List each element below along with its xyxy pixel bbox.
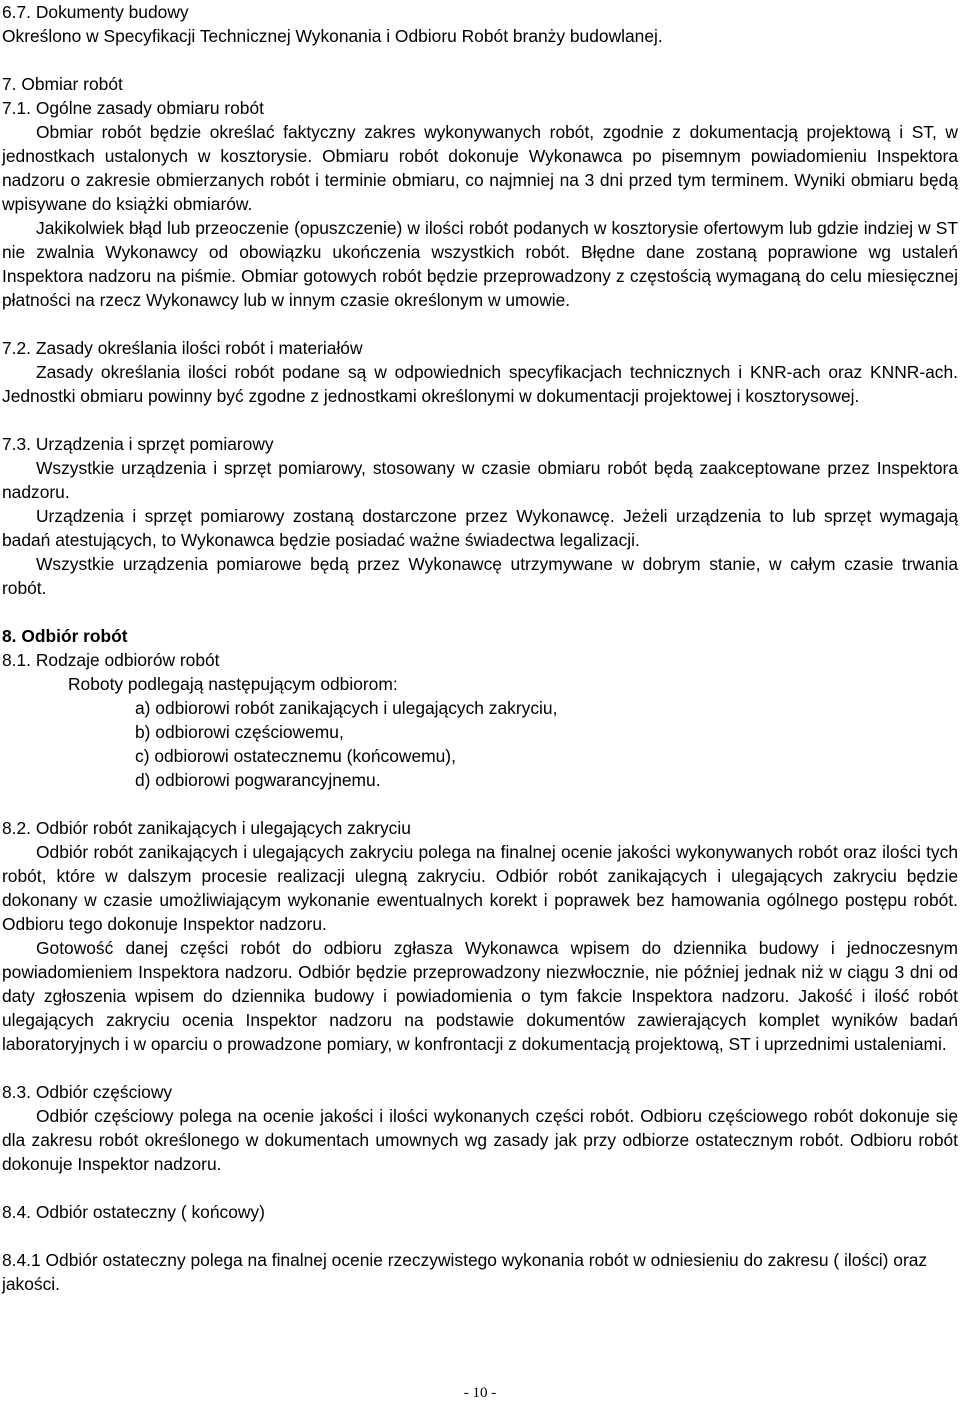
section-8-4-1-paragraph: 8.4.1 Odbiór ostateczny polega na finalnej ocenie rzeczywistego wykonania robót w odniesieniu do zakresu ( ilości) oraz jakości. (2, 1250, 928, 1294)
section-6-7-text: Określono w Specyfikacji Technicznej Wykonania i Odbioru Robót branży budowlanej. (2, 26, 663, 46)
acceptance-types-list (2, 696, 958, 792)
section-7-1-paragraph-2: Jakikolwiek błąd lub przeoczenie (opuszczenie) w ilości robót podanych w kosztorysie ofertowym lub gdzie indziej w ST nie zwalnia Wykonawcy od obowiązku ukończenia wszystkich robót. Błędne dane zostaną poprawione wg ustaleń Inspektora nadzoru na piśmie. Obmiar gotowych robót będzie przeprowadzony z częstością wymaganą do celu miesięcznej płatności na rzecz Wykonawcy lub w innym czasie określonym w umowie. (2, 218, 958, 310)
section-8-2-paragraph-2: Gotowość danej części robót do odbioru zgłasza Wykonawca wpisem do dziennika budowy i jednoczesnym powiadomieniem Inspektora nadzoru. Odbiór będzie przeprowadzony niezwłocznie, nie później jednak niż w ciągu 3 dni od daty zgłoszenia wpisem do dziennika budowy i powiadomienia o tym fakcie Inspektora nadzoru. Jakość i ilość robót ulegających zakryciu ocenia Inspektor nadzoru na podstawie dokumentów zawierających komplet wyników badań laboratoryjnych i w oparciu o prowadzone pomiary, w konfrontacji z dokumentacją projektową, ST i uprzednimi ustaleniami. (2, 938, 958, 1054)
section-7-3-paragraph-1: Wszystkie urządzenia i sprzęt pomiarowy, stosowany w czasie obmiaru robót będą zaakceptowane przez Inspektora nadzoru. (2, 458, 958, 502)
list-item: b) odbiorowi częściowemu, (135, 722, 344, 742)
section-7-3-heading: 7.3. Urządzenia i sprzęt pomiarowy (2, 434, 274, 454)
section-8-4-heading: 8.4. Odbiór ostateczny ( końcowy) (2, 1202, 265, 1222)
section-7-3-paragraph-3: Wszystkie urządzenia pomiarowe będą przez Wykonawcę utrzymywane w dobrym stanie, w całym czasie trwania robót. (2, 554, 958, 598)
list-item: d) odbiorowi pogwarancyjnemu. (135, 770, 381, 790)
section-8-3-paragraph-1: Odbiór częściowy polega na ocenie jakości i ilości wykonanych części robót. Odbioru częściowego robót dokonuje się dla zakresu robót określonego w dokumentach umownych wg zasady jak przy odbiorze ostatecznym robót. Odbioru robót dokonuje Inspektor nadzoru. (2, 1106, 958, 1174)
section-7-2-paragraph-1: Zasady określania ilości robót podane są w odpowiednich specyfikacjach technicznych i KNR-ach oraz KNNR-ach. Jednostki obmiaru powinny być zgodne z jednostkami określonymi w dokumentacji projektowej i kosztorysowej. (2, 362, 958, 406)
list-item: c) odbiorowi ostatecznemu (końcowemu), (135, 746, 456, 766)
section-8-2-paragraph-1: Odbiór robót zanikających i ulegających zakryciu polega na finalnej ocenie jakości wykonywanych robót oraz ilości tych robót, które w dalszym procesie realizacji ulegną zakryciu. Odbiór robót zanikających i ulegających zakryciu będzie dokonany w czasie umożliwiającym wykonanie ewentualnych korekt i poprawek bez hamowania ogólnego postępu robót. Odbioru tego dokonuje Inspektor nadzoru. (2, 842, 958, 934)
document-body (2, 0, 958, 1296)
section-6-7-heading: 6.7. Dokumenty budowy (2, 2, 189, 22)
section-8-1-intro: Roboty podlegają następującym odbiorom: (68, 674, 398, 694)
section-7-heading: 7. Obmiar robót (2, 74, 123, 94)
list-item: a) odbiorowi robót zanikających i ulegających zakryciu, (135, 698, 558, 718)
section-8-2-heading: 8.2. Odbiór robót zanikających i ulegających zakryciu (2, 818, 411, 838)
section-7-2-heading: 7.2. Zasady określania ilości robót i materiałów (2, 338, 363, 358)
section-8-3-heading: 8.3. Odbiór częściowy (2, 1082, 173, 1102)
page-number: - 10 - (463, 1385, 497, 1401)
section-8-1-heading: 8.1. Rodzaje odbiorów robót (2, 650, 220, 670)
section-7-3-paragraph-2: Urządzenia i sprzęt pomiarowy zostaną dostarczone przez Wykonawcę. Jeżeli urządzenia to lub sprzęt wymagają badań atestujących, to Wykonawca będzie posiadać ważne świadectwa legalizacji. (2, 506, 958, 550)
section-7-1-heading: 7.1. Ogólne zasady obmiaru robót (2, 98, 264, 118)
section-8-heading: 8. Odbiór robót (2, 626, 128, 646)
section-7-1-paragraph-1: Obmiar robót będzie określać faktyczny zakres wykonywanych robót, zgodnie z dokumentacją projektową i ST, w jednostkach ustalonych w kosztorysie. Obmiaru robót dokonuje Wykonawca po pisemnym powiadomieniu Inspektora nadzoru o zakresie obmierzanych robót i terminie obmiaru, co najmniej na 3 dni przed tym terminem. Wyniki obmiaru będą wpisywane do książki obmiarów. (2, 122, 958, 214)
